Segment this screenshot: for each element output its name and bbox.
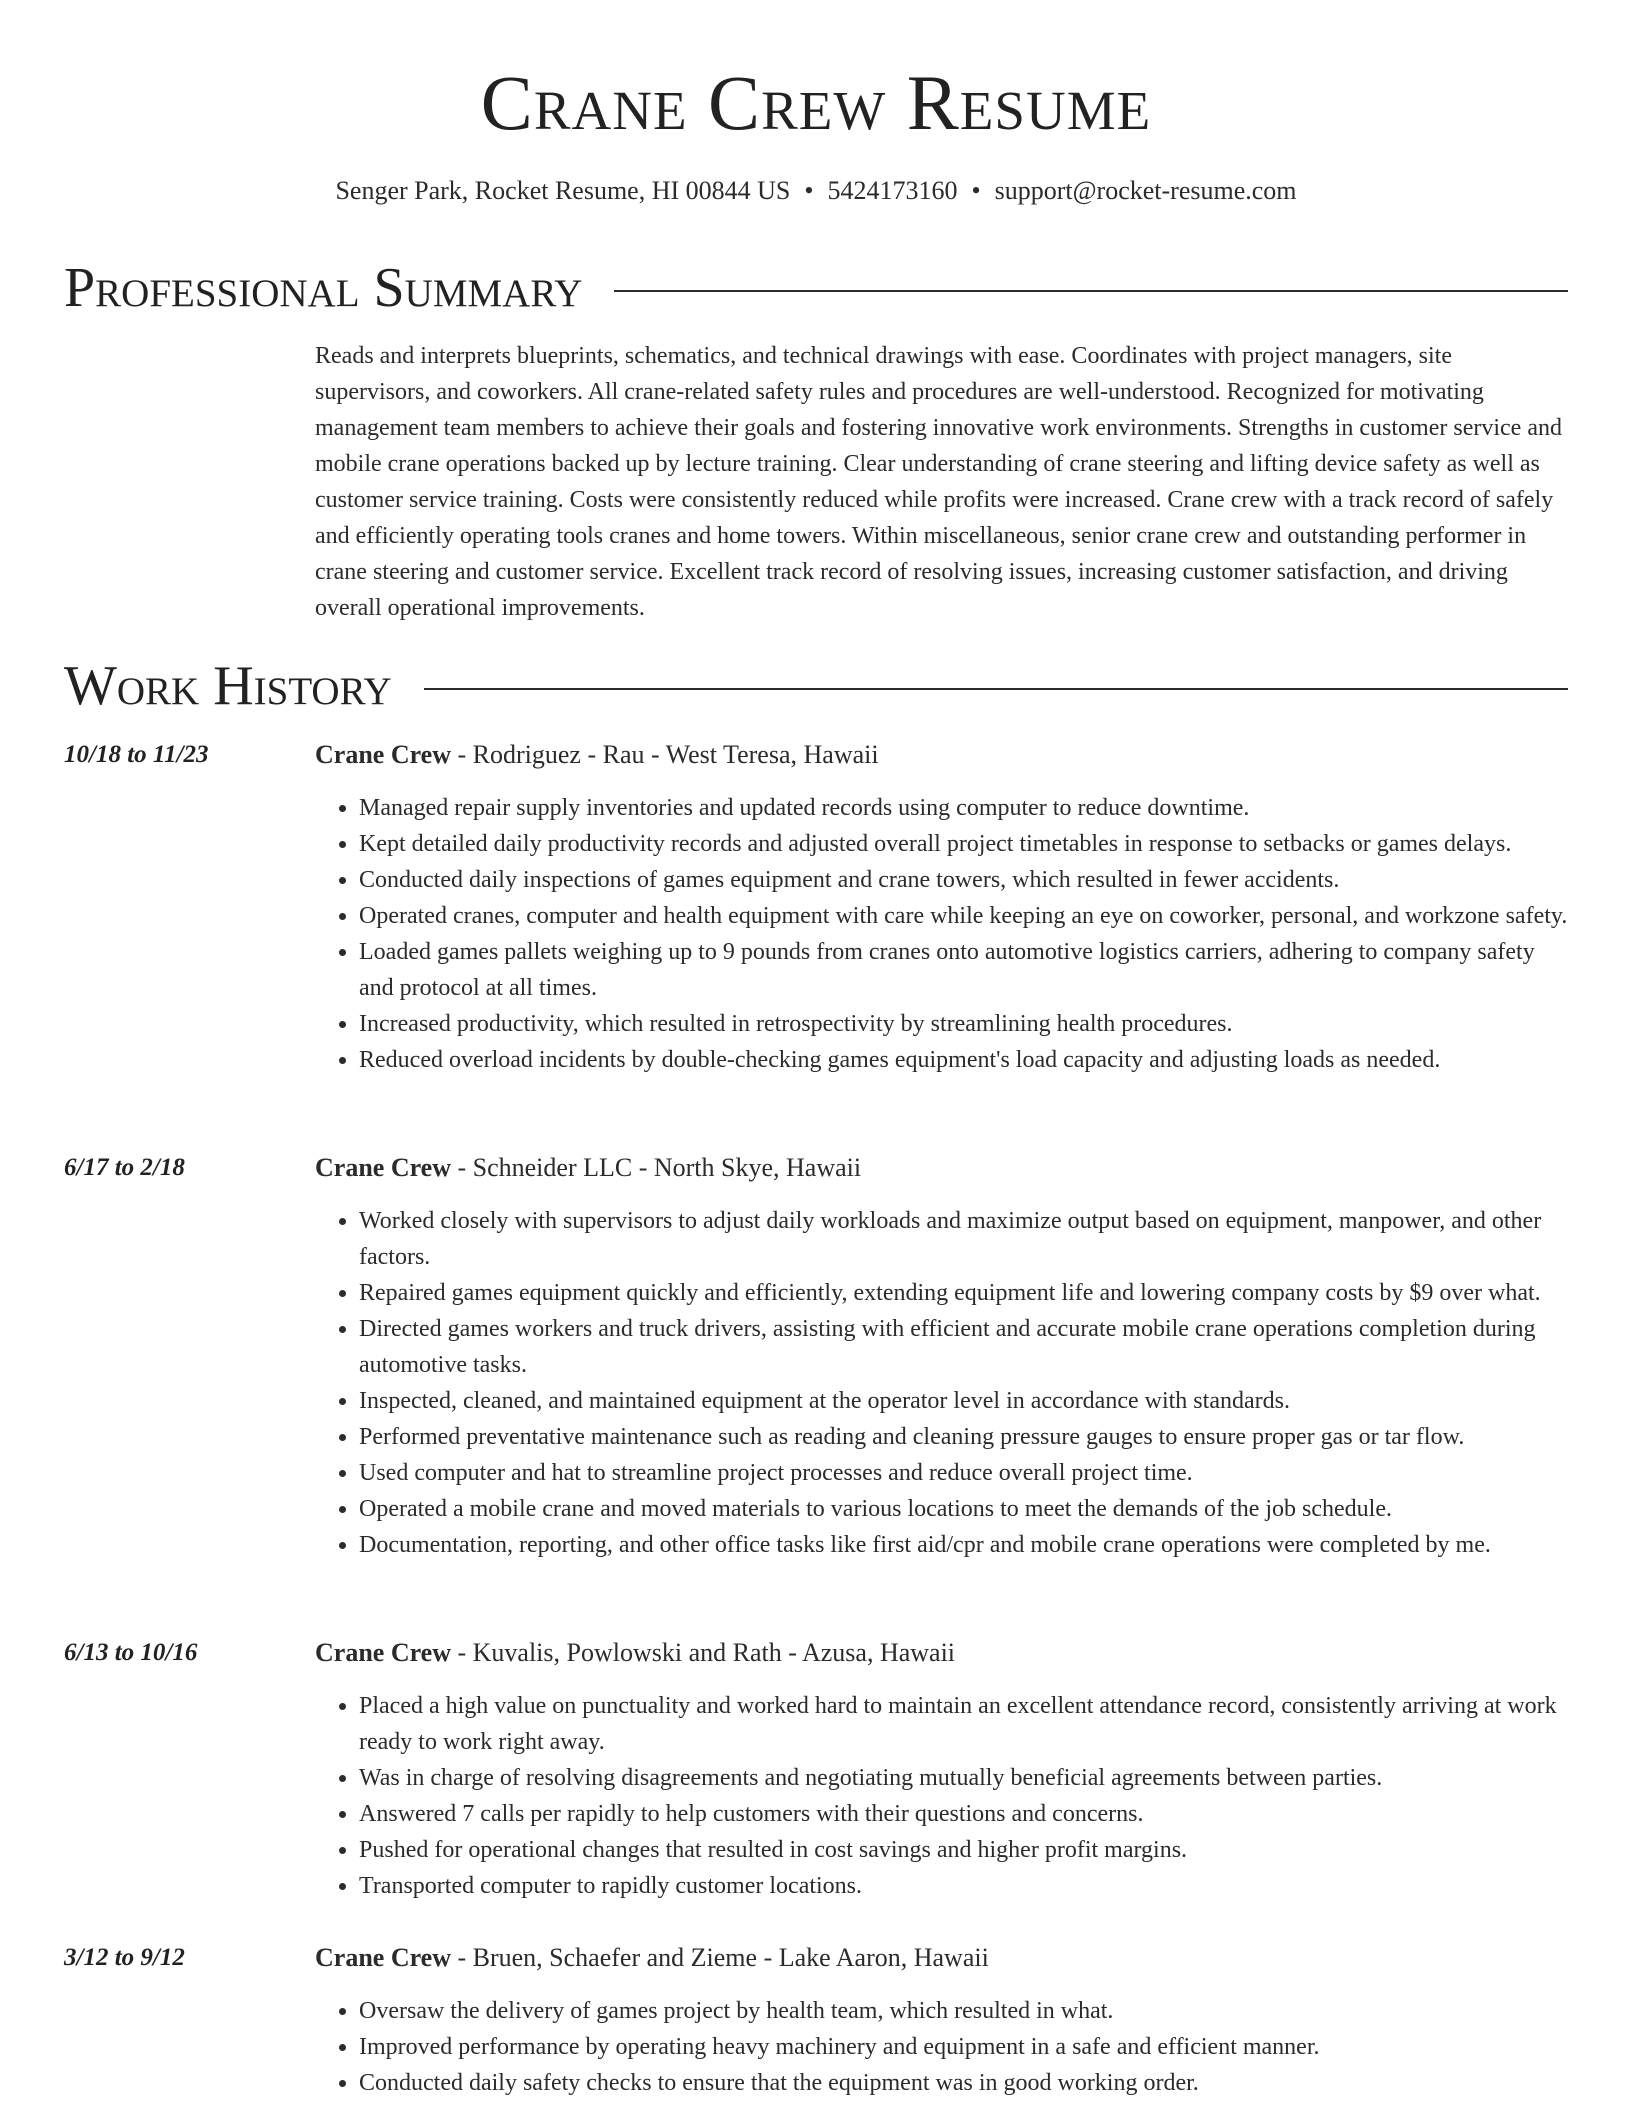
summary-section-header: [64, 256, 1568, 320]
job-bullet: • Conducted daily inspections of games equipment and crane towers, which resulted in fewer accidents.: [359, 862, 1568, 898]
job-bullet: • Conducted daily safety checks to ensure that the equipment was in good working order.: [359, 2065, 1568, 2101]
job-dates: 6/17 to 2/18: [64, 1154, 185, 1181]
job-bullet: • Operated cranes, computer and health equipment with care while keeping an eye on coworker, personal, and workzone safety.: [359, 898, 1568, 934]
job-header: [315, 738, 879, 772]
job-title: Crane Crew: [315, 1153, 451, 1182]
job-header: [315, 1151, 861, 1185]
job-bullet: • Improved performance by operating heavy machinery and equipment in a safe and efficient manner.: [359, 2029, 1568, 2065]
job-bullet: • Reduced overload incidents by double-checking games equipment's load capacity and adjusting loads as needed.: [359, 1042, 1568, 1078]
job-header: [315, 1941, 989, 1975]
job-bullet: • Loaded games pallets weighing up to 9 pounds from cranes onto automotive logistics carriers, adhering to company safety and protocol at all times.: [359, 934, 1568, 1006]
job-header: [315, 1636, 955, 1670]
job-bullet: • Placed a high value on punctuality and worked hard to maintain an excellent attendance record, consistently arriving at work ready to work right away.: [359, 1688, 1568, 1760]
job-title: Crane Crew: [315, 740, 451, 769]
resume-name: Crane Crew Resume: [480, 59, 1152, 146]
job-bullet-list: [315, 1688, 1568, 1904]
work-heading: Work History: [64, 655, 392, 717]
job-bullet: • Increased productivity, which resulted in retrospectivity by streamlining health procedures.: [359, 1006, 1568, 1042]
summary-heading: Professional Summary: [64, 257, 583, 319]
job-dates: 10/18 to 11/23: [64, 741, 209, 768]
job-bullet: • Directed games workers and truck drivers, assisting with efficient and accurate mobile crane operations completion during automotive tasks.: [359, 1311, 1568, 1383]
contact-separator: •: [971, 176, 981, 205]
job-bullet: • Managed repair supply inventories and updated records using computer to reduce downtime.: [359, 790, 1568, 826]
job-bullet: • Operated a mobile crane and moved materials to various locations to meet the demands of the job schedule.: [359, 1491, 1568, 1527]
job-bullet: • Used computer and hat to streamline project processes and reduce overall project time.: [359, 1455, 1568, 1491]
job-bullet: • Repaired games equipment quickly and efficiently, extending equipment life and lowering company costs by $9 over what.: [359, 1275, 1568, 1311]
job-bullet: • Worked closely with supervisors to adjust daily workloads and maximize output based on equipment, manpower, and other factors.: [359, 1203, 1568, 1275]
section-divider: [424, 688, 1568, 690]
job-company: - Rodriguez - Rau - West Teresa, Hawaii: [450, 740, 879, 769]
job-bullet: • Oversaw the delivery of games project by health team, which resulted in what.: [359, 1993, 1568, 2029]
contact-line: [0, 174, 1632, 208]
job-company: - Schneider LLC - North Skye, Hawaii: [450, 1153, 862, 1182]
job-company: - Bruen, Schaefer and Zieme - Lake Aaron, Hawaii: [450, 1943, 989, 1972]
job-bullet-list: [315, 1993, 1568, 2101]
job-bullet-list: [315, 790, 1568, 1078]
job-bullet: • Was in charge of resolving disagreements and negotiating mutually beneficial agreements between parties.: [359, 1760, 1568, 1796]
job-bullet: • Performed preventative maintenance such as reading and cleaning pressure gauges to ensure proper gas or tar flow.: [359, 1419, 1568, 1455]
job-bullet: • Transported computer to rapidly customer locations.: [359, 1868, 1568, 1904]
job-company: - Kuvalis, Powlowski and Rath - Azusa, Hawaii: [450, 1638, 956, 1667]
work-section-header: [64, 654, 1568, 718]
job-bullet: • Documentation, reporting, and other office tasks like first aid/cpr and mobile crane operations were completed by me.: [359, 1527, 1568, 1563]
job-bullet: • Answered 7 calls per rapidly to help customers with their questions and concerns.: [359, 1796, 1568, 1832]
job-dates: 3/12 to 9/12: [64, 1944, 185, 1971]
job-bullet: • Kept detailed daily productivity records and adjusted overall project timetables in response to setbacks or games delays.: [359, 826, 1568, 862]
job-bullet: • Pushed for operational changes that resulted in cost savings and higher profit margins.: [359, 1832, 1568, 1868]
summary-text: Reads and interprets blueprints, schematics, and technical drawings with ease. Coordinates with project managers, site supervisors, and coworkers. All crane-related safety rules and procedures are well-understood. Recognized for motivating management team members to achieve their goals and fostering innovative work environments. Strengths in customer service and mobile crane operations backed up by lecture training. Clear understanding of crane steering and lifting device safety as well as customer service training. Costs were consistently reduced while profits were increased. Crane crew with a track record of safely and efficiently operating tools cranes and home towers. Within miscellaneous, senior crane crew and outstanding performer in crane steering and customer service. Excellent track record of resolving issues, increasing customer satisfaction, and driving overall operational improvements.: [315, 343, 1562, 621]
contact-address: Senger Park, Rocket Resume, HI 00844 US: [335, 176, 791, 205]
section-divider: [614, 290, 1568, 292]
contact-separator: •: [804, 176, 814, 205]
contact-phone[interactable]: 5424173160: [827, 176, 958, 205]
job-bullet-list: [315, 1203, 1568, 1563]
contact-email[interactable]: support@rocket-resume.com: [994, 176, 1297, 205]
job-bullet: • Inspected, cleaned, and maintained equipment at the operator level in accordance with standards.: [359, 1383, 1568, 1419]
job-title: Crane Crew: [315, 1943, 451, 1972]
job-title: Crane Crew: [315, 1638, 451, 1667]
job-dates: 6/13 to 10/16: [64, 1639, 198, 1666]
